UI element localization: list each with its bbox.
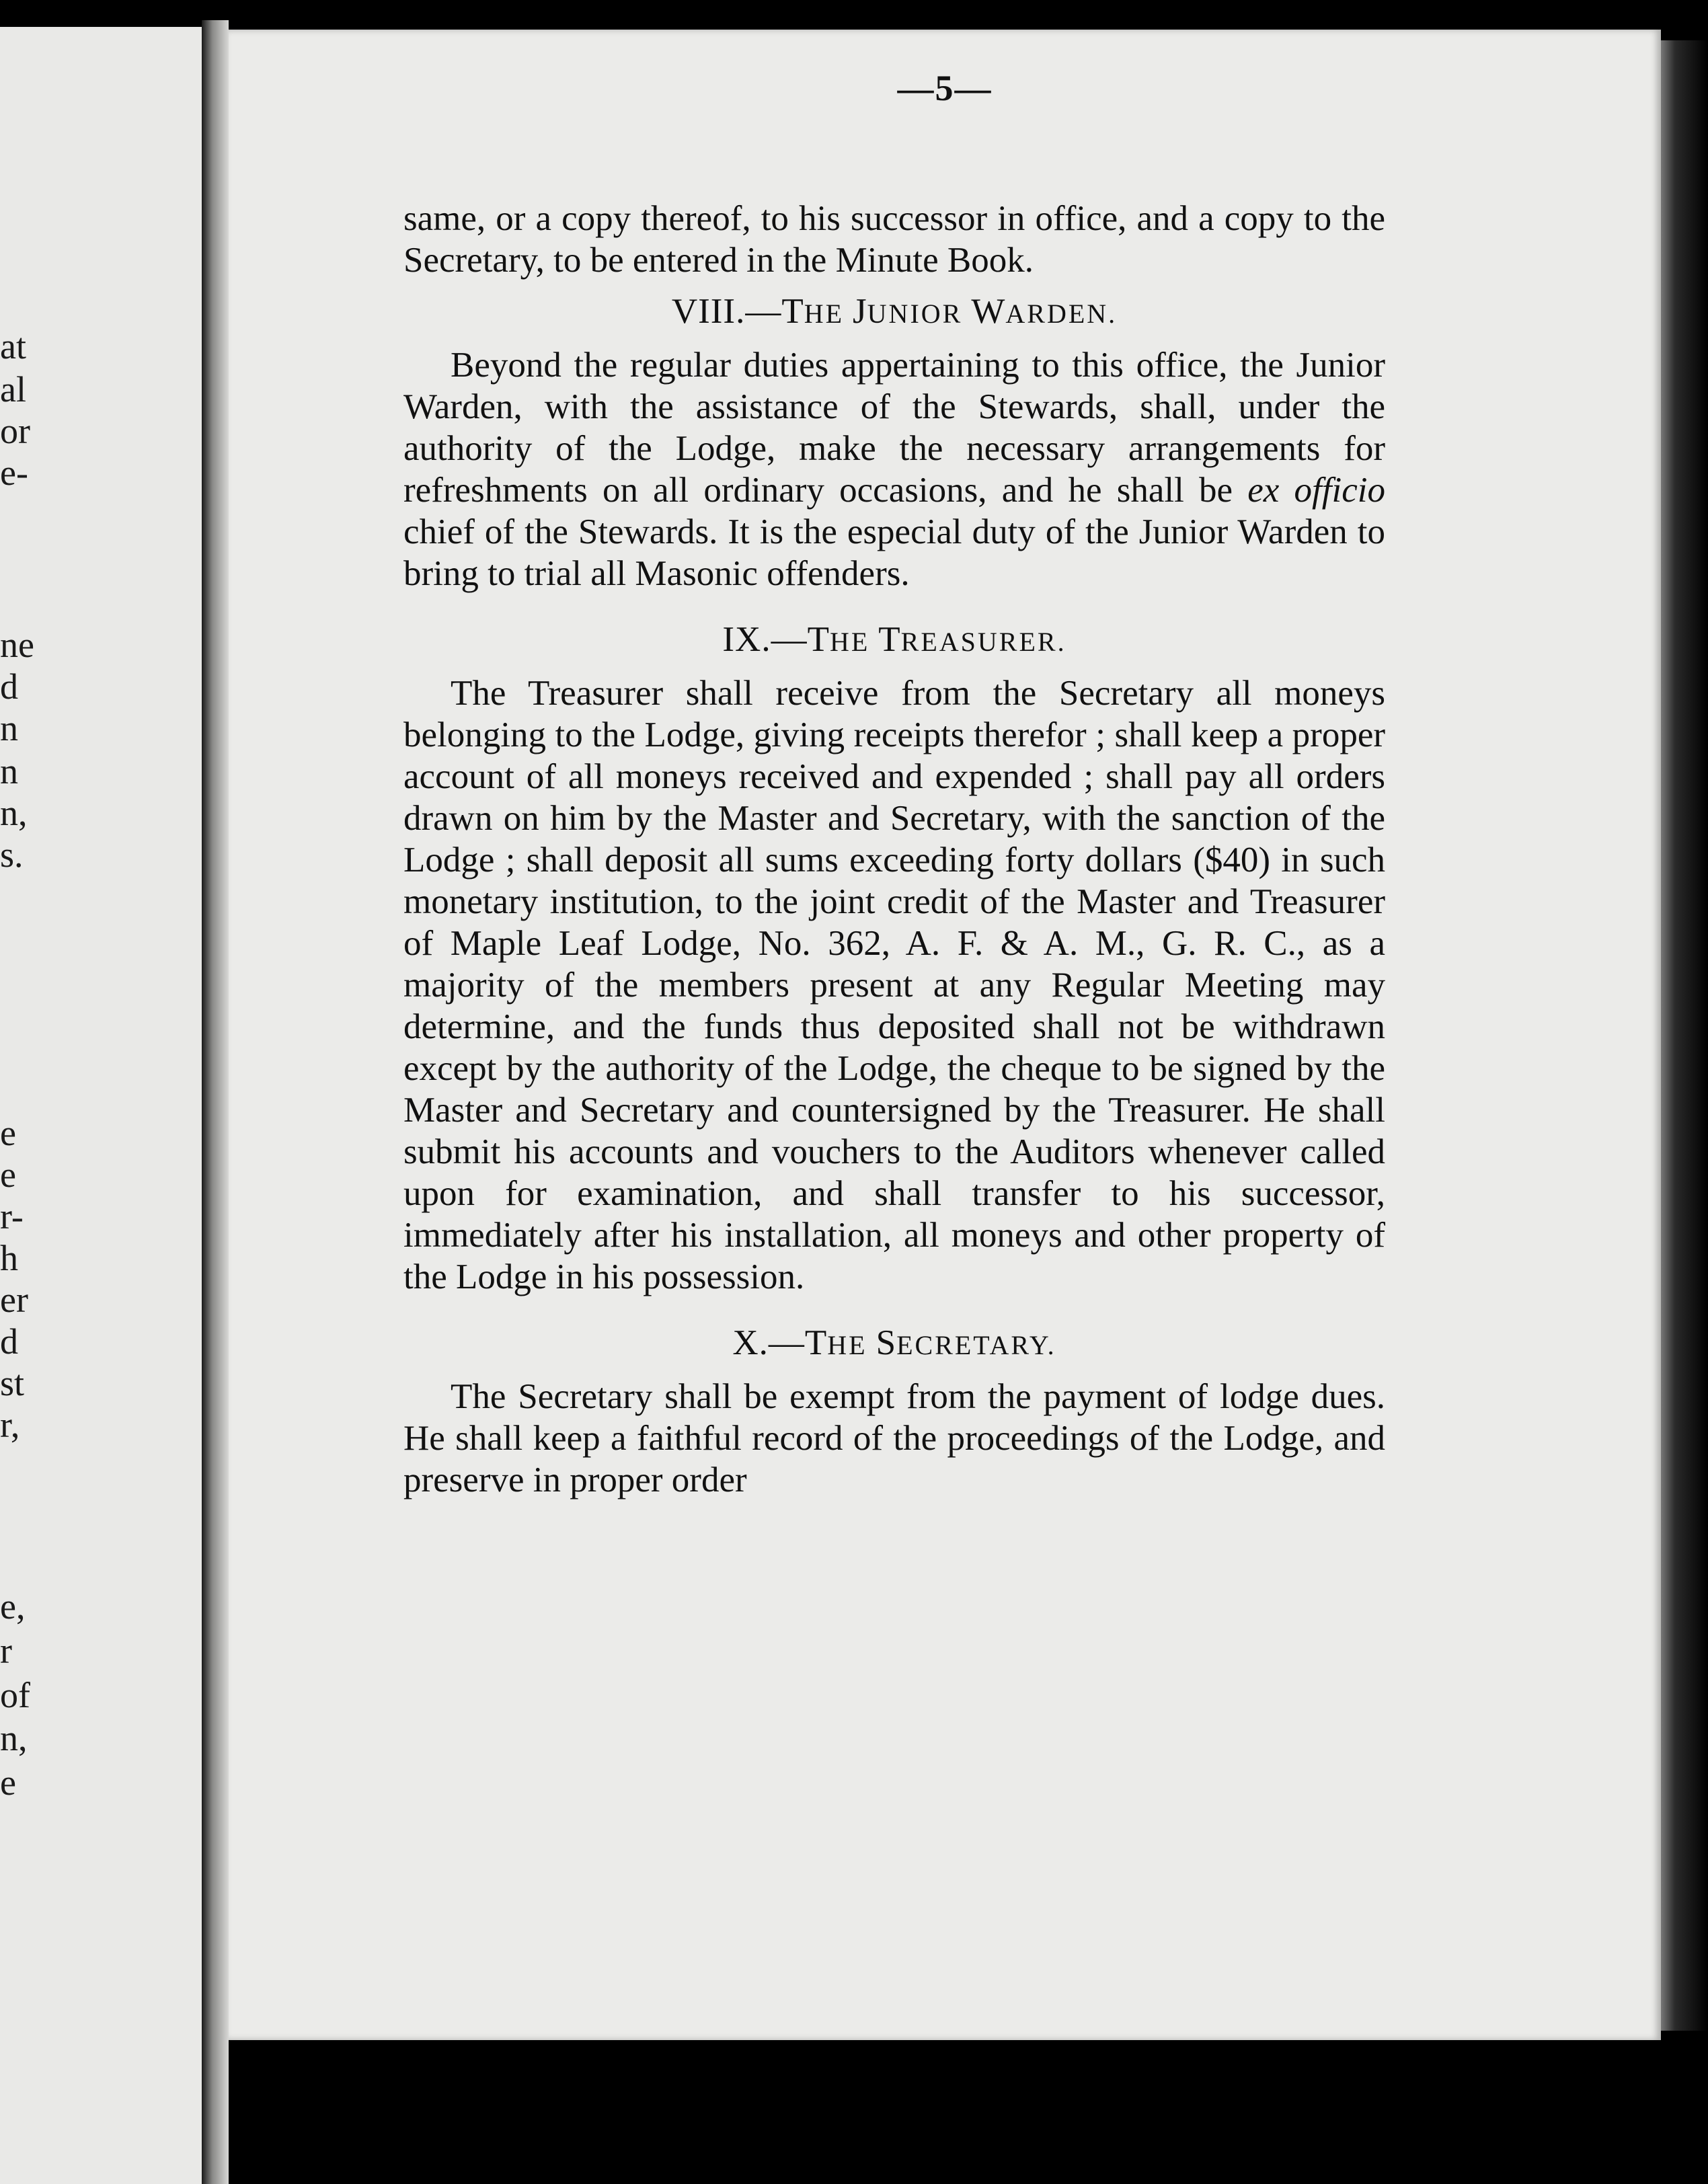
paragraph-text: chief of the Stewards. It is the especial duty of the Junior Warden to bring to trial all Masonic offenders.: [403, 512, 1385, 593]
left-page-fragment: n,: [0, 1718, 28, 1758]
heading-smallcaps: HE: [827, 1330, 876, 1360]
heading-smallcaps: REASURER.: [900, 627, 1066, 657]
heading-initial: W: [971, 292, 1006, 331]
left-page-fragment: d: [0, 1321, 18, 1362]
main-page: [229, 30, 1661, 2040]
heading-initial: S: [876, 1323, 897, 1362]
left-page-fragment: er: [0, 1280, 28, 1320]
left-page-fragment: e: [0, 1113, 16, 1153]
left-page-fragment: r,: [0, 1405, 20, 1445]
heading-initial: T: [878, 620, 901, 659]
left-page-fragment: al: [0, 369, 26, 410]
left-page-fragment: e,: [0, 1586, 26, 1627]
section-heading-treasurer: [403, 619, 1385, 663]
section-numeral: IX.—: [722, 620, 808, 659]
left-page-fragment: r: [0, 1631, 12, 1671]
heading-initial: T: [781, 292, 804, 331]
left-page-fragment: at: [0, 326, 26, 366]
left-page-fragment: st: [0, 1363, 25, 1403]
junior-warden-paragraph: [403, 344, 1385, 594]
book-gutter: [202, 20, 229, 2184]
left-page-fragment: of: [0, 1675, 30, 1715]
page-edge-shadow: [1661, 40, 1708, 2031]
left-page-fragment: or: [0, 411, 30, 451]
page-number: —5—: [897, 68, 993, 108]
left-facing-page: [0, 27, 202, 2184]
left-page-fragment: ne: [0, 625, 34, 665]
paragraph-text: Beyond the regular duties appertaining to this office, the Junior Warden, with the assistance of the Stewards, shall, under the authority of the Lodge, make the necessary arrangements for refreshments on all ordinary occasions, and he shall be: [403, 346, 1385, 510]
latin-phrase: ex officio: [1247, 471, 1385, 510]
heading-initial: J: [853, 292, 867, 331]
left-page-fragment: s.: [0, 834, 24, 875]
section-numeral: X.—: [732, 1323, 805, 1362]
left-page-fragment: d: [0, 666, 18, 707]
left-page-fragment: n,: [0, 793, 28, 833]
heading-smallcaps: HE: [829, 627, 879, 657]
left-page-fragment: n: [0, 751, 18, 791]
page-body: [403, 198, 1385, 1501]
heading-smallcaps: ECRETARY.: [896, 1330, 1056, 1360]
heading-initial: T: [804, 1323, 828, 1362]
continuation-paragraph: same, or a copy thereof, to his successor in office, and a copy to the Secretary, to be entered in the Minute Book.: [403, 199, 1385, 280]
section-heading-secretary: [403, 1322, 1385, 1366]
left-page-fragment: r-: [0, 1196, 24, 1237]
section-heading-junior-warden: [403, 290, 1385, 335]
left-page-fragment: h: [0, 1238, 18, 1278]
heading-smallcaps: ARDEN.: [1005, 299, 1118, 329]
section-numeral: VIII.—: [671, 292, 782, 331]
heading-smallcaps: HE: [804, 299, 853, 329]
heading-initial: T: [807, 620, 830, 659]
secretary-paragraph: The Secretary shall be exempt from the payment of lodge dues. He shall keep a faithful record of the proceedings of the Lodge, and preserve in proper order: [403, 1377, 1385, 1499]
left-page-fragment: e: [0, 1762, 16, 1803]
left-page-fragment: e: [0, 1155, 16, 1195]
heading-smallcaps: UNIOR: [867, 299, 972, 329]
left-page-fragment: e-: [0, 453, 28, 493]
treasurer-paragraph: The Treasurer shall receive from the Secretary all moneys belonging to the Lodge, giving receipts therefor ; shall keep a proper account of all moneys received and expended ; shall pay all orders drawn on him by the Master and Secretary, with the sanction of the Lodge ; shall deposit all sums exceeding forty dollars ($40) in such monetary institution, to the joint credit of the Master and Treasurer of Maple Leaf Lodge, No. 362, A. F. & A. M., G. R. C., as a majority of the members present at any Regular Meeting may determine, and the funds thus deposited shall not be withdrawn except by the authority of the Lodge, the cheque to be signed by the Master and Secretary and countersigned by the Treasurer. He shall submit his accounts and vouchers to the Auditors whenever called upon for examination, and shall transfer to his successor, immediately after his installation, all moneys and other property of the Lodge in his possession.: [403, 674, 1385, 1296]
left-page-fragment: n: [0, 708, 18, 748]
